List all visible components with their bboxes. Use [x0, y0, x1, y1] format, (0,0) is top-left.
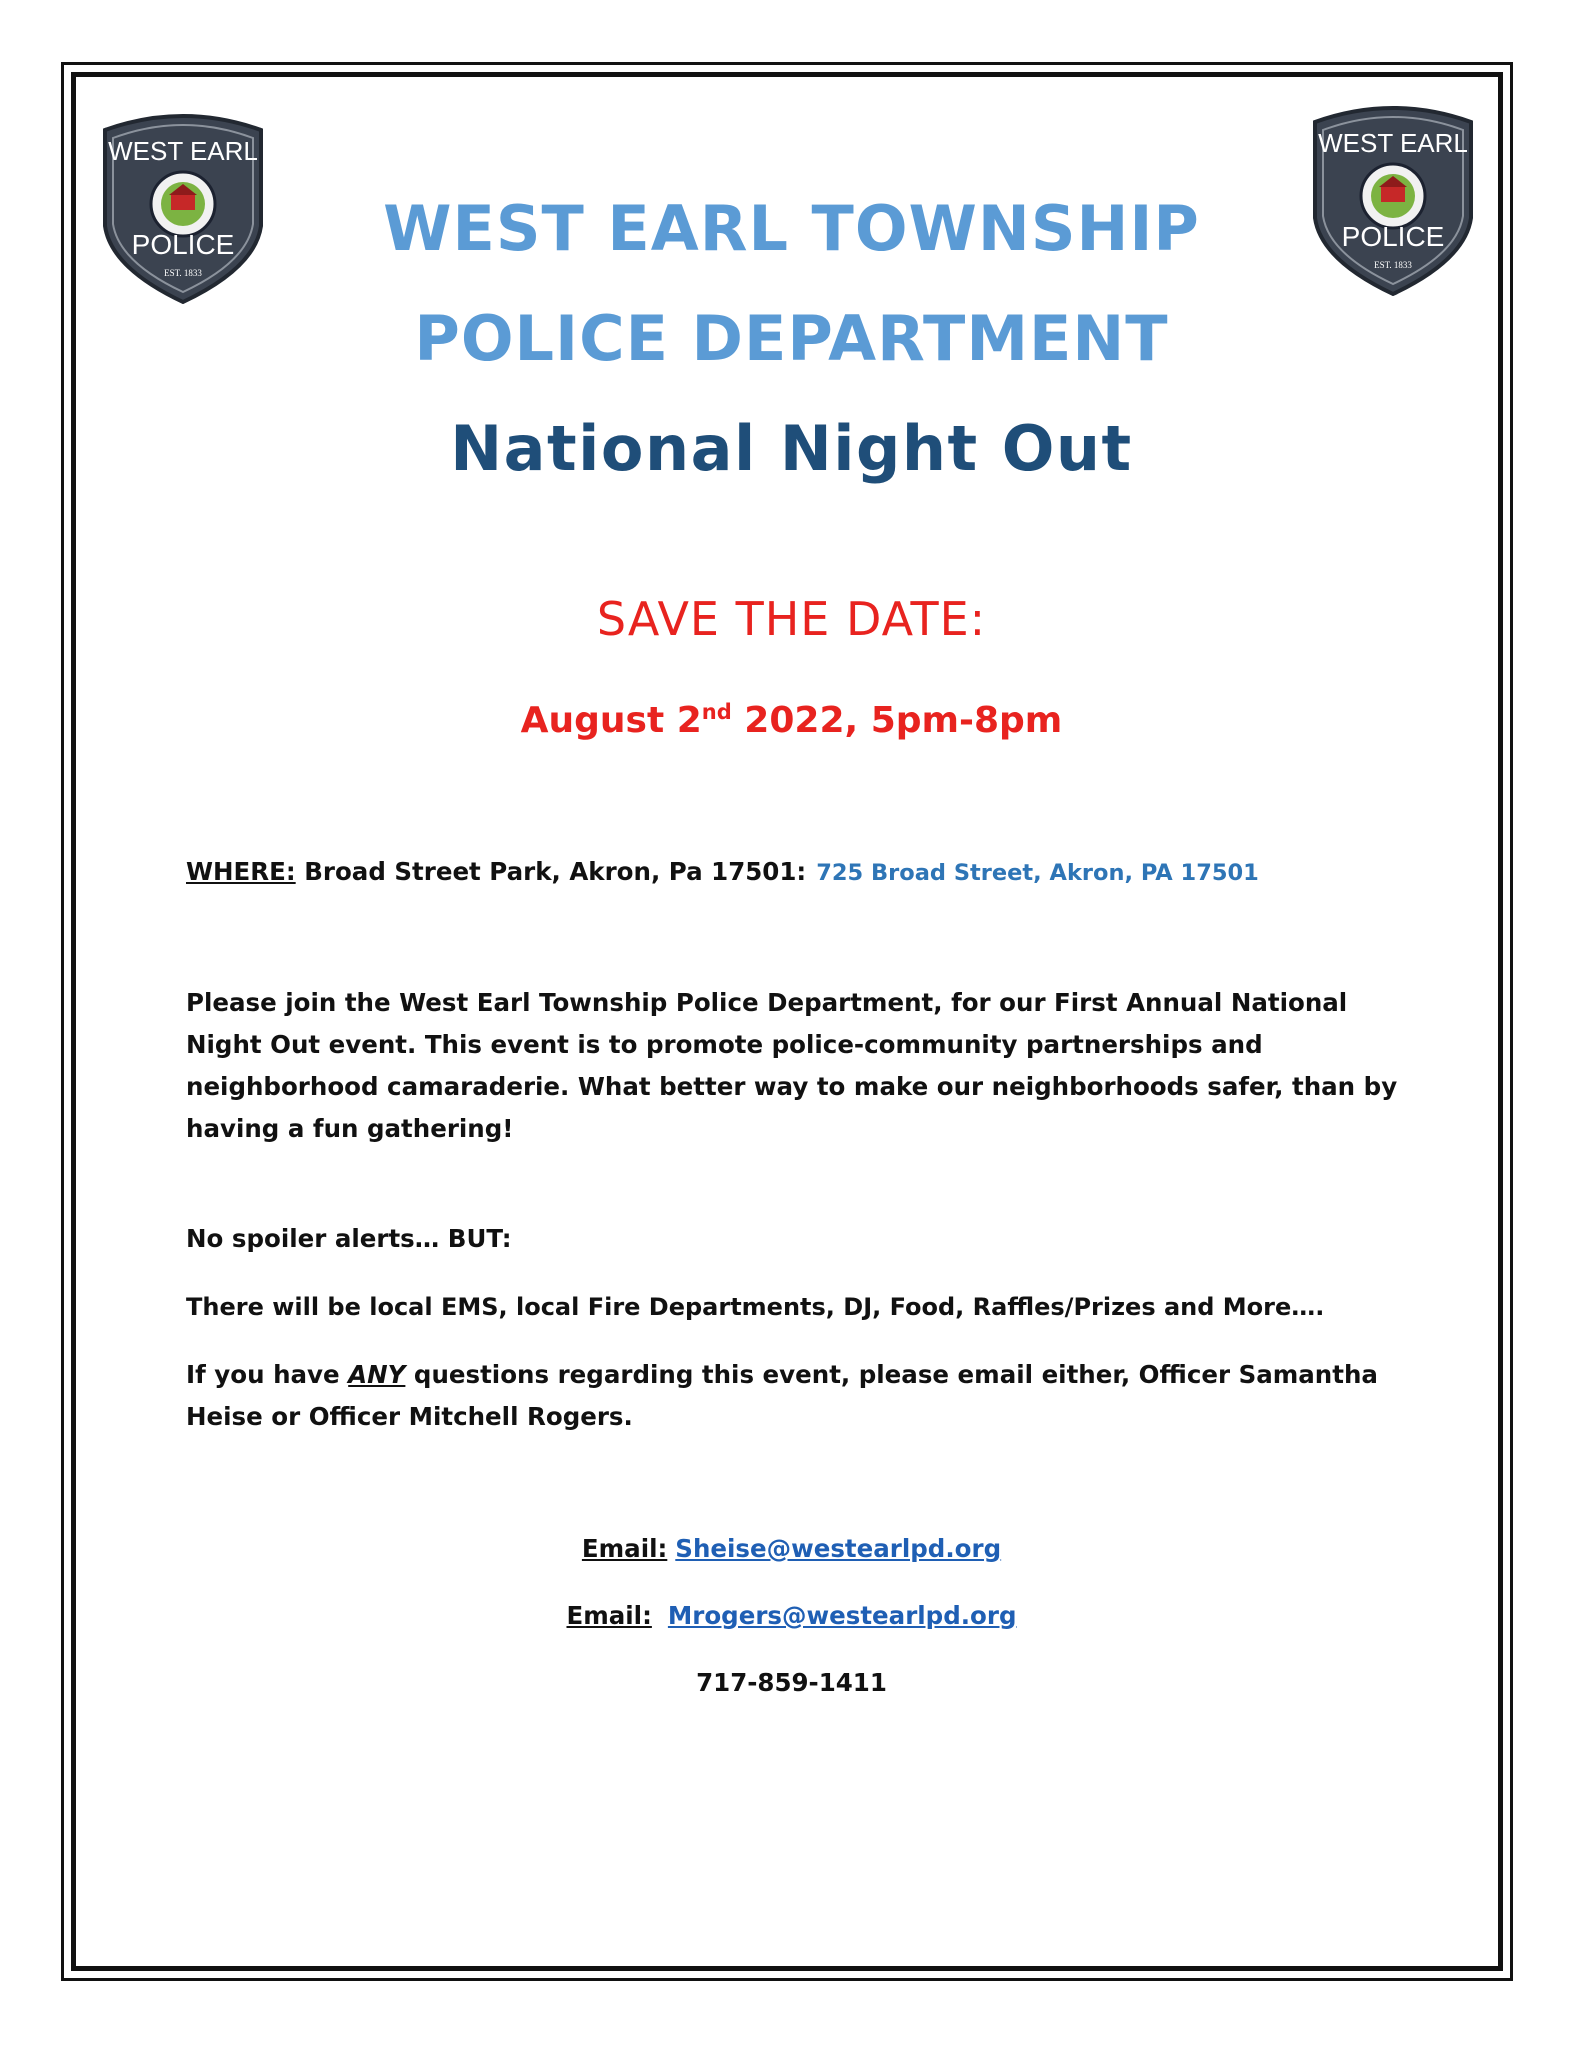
- where-line: [186, 851, 1406, 894]
- question-emphasis: ANY: [348, 1360, 406, 1389]
- email-link-rogers[interactable]: Mrogers@westearlpd.org: [667, 1601, 1017, 1630]
- question-text-end: questions regarding this event, please email either, Officer Samantha Heise or Officer Mitchell Rogers.: [186, 1360, 1378, 1431]
- badge-established-text: EST. 1833: [164, 268, 202, 278]
- where-label: WHERE:: [186, 857, 296, 886]
- title-department: POLICE DEPARTMENT: [414, 302, 1169, 375]
- invitation-paragraph: Please join the West Earl Township Police Department, for our First Annual National Night Out event. This event is to promote police-community partnerships and neighborhood camaraderie. What better way to make our neighborhoods safer, than by having a fun gathering!: [186, 988, 1398, 1143]
- event-date-rest: 2022, 5pm-8pm: [731, 700, 1063, 741]
- event-date-time: [0, 700, 1583, 741]
- where-address: 725 Broad Street, Akron, PA 17501: [816, 860, 1259, 886]
- email-label: Email:: [581, 1534, 668, 1563]
- event-date-prefix: August 2: [520, 700, 702, 741]
- email-line-heise: [0, 1534, 1583, 1563]
- event-date-ordinal: nd: [701, 700, 732, 724]
- email-label: Email:: [566, 1601, 652, 1630]
- email-link-heise[interactable]: Sheise@westearlpd.org: [675, 1534, 1002, 1563]
- activities-line: There will be local EMS, local Fire Departments, DJ, Food, Raffles/Prizes and More….: [186, 1293, 1325, 1321]
- spoiler-line: No spoiler alerts… BUT:: [186, 1224, 512, 1253]
- badge-established-text: EST. 1833: [1374, 260, 1412, 270]
- phone-number: 717-859-1411: [696, 1668, 887, 1697]
- title-township: WEST EARL TOWNSHIP: [383, 192, 1200, 265]
- save-the-date-heading: SAVE THE DATE:: [596, 592, 987, 646]
- badge-bottom-text: POLICE: [1341, 221, 1445, 252]
- badge-top-text: WEST EARL: [1318, 128, 1468, 158]
- where-place: Broad Street Park, Akron, Pa 17501:: [295, 857, 807, 886]
- badge-top-text: WEST EARL: [108, 136, 258, 166]
- questions-paragraph: [186, 1354, 1406, 1438]
- badge-bottom-text: POLICE: [131, 229, 235, 260]
- email-line-rogers: [0, 1601, 1583, 1630]
- title-event-name: National Night Out: [450, 412, 1133, 485]
- question-text-start: If you have: [186, 1360, 349, 1389]
